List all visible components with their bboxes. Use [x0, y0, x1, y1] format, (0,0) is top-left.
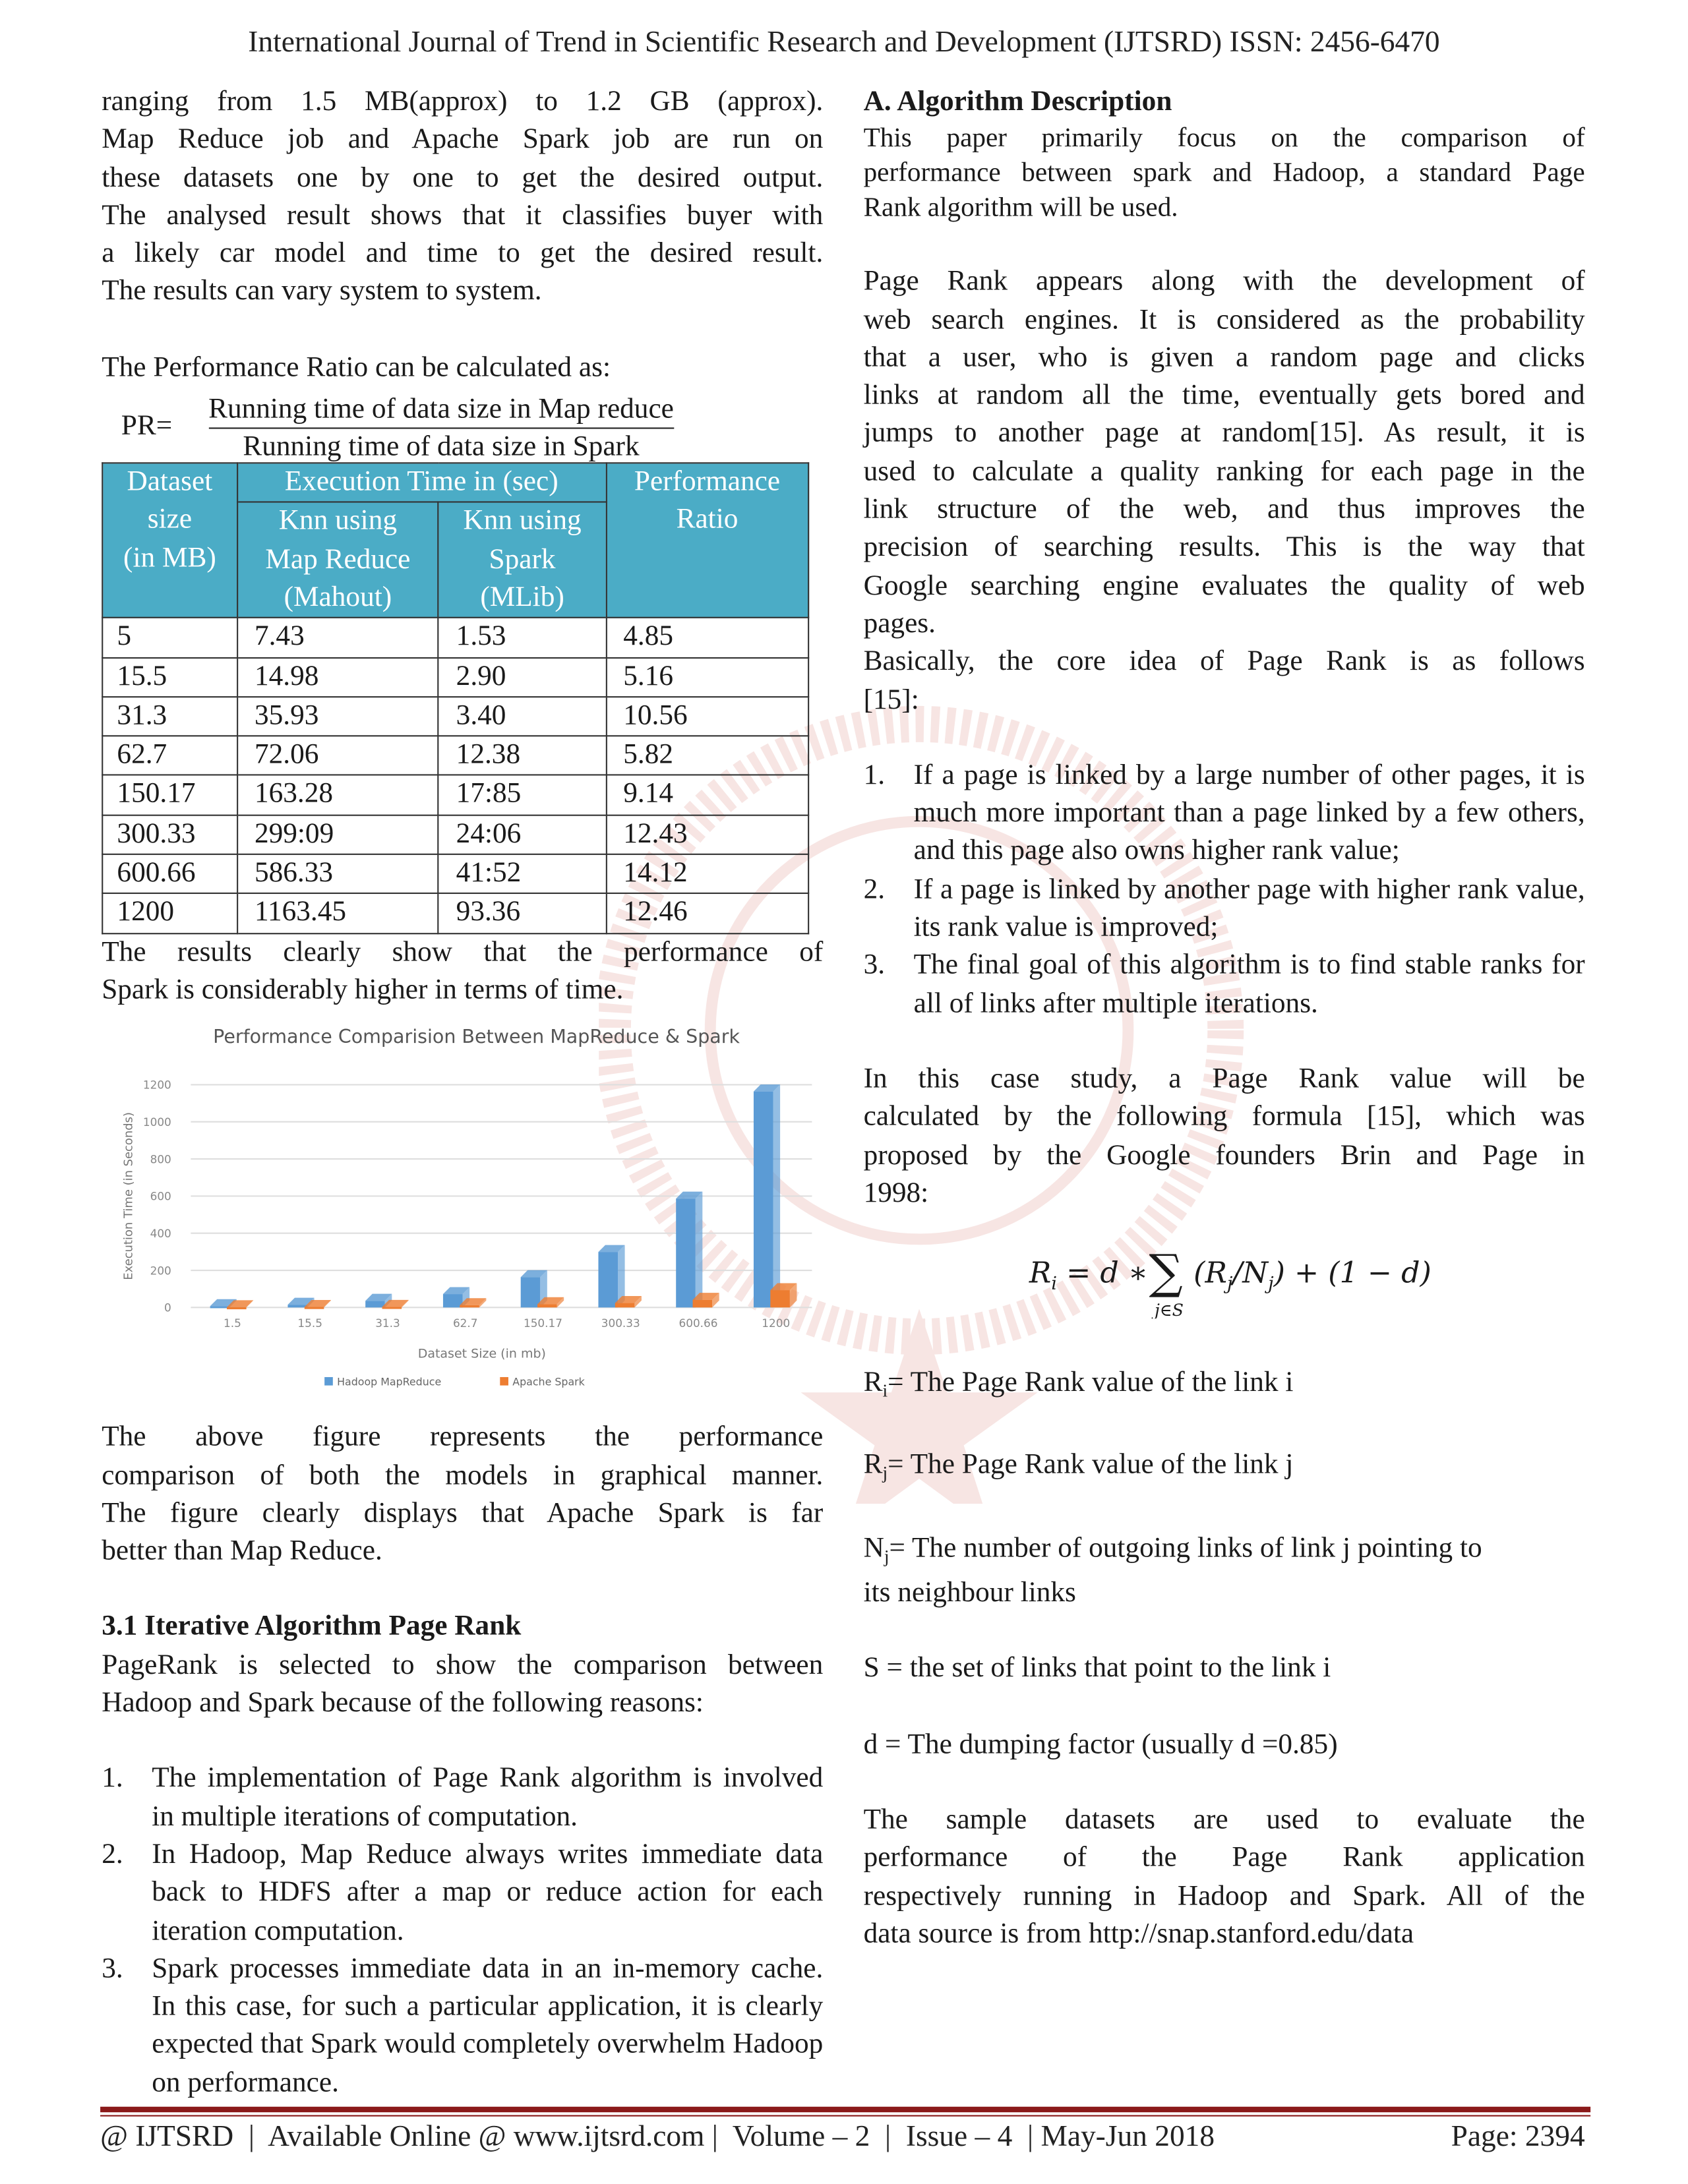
bar-spark	[382, 1307, 402, 1309]
text-line: 1998:	[863, 1177, 929, 1209]
text-line: The figure clearly displays that Apache Spark is far	[102, 1498, 824, 1529]
list-item: 1. The implementation of Page Rank algorithm is involved in multiple iterations of computation.	[102, 1763, 824, 1832]
x-tick-label: 15.5	[297, 1316, 323, 1330]
definition-nj: $N_j=$ The number of outgoing links of link j pointing to	[863, 1532, 1482, 1566]
text-line: This paper primarily focus on the comparison of	[863, 124, 1585, 154]
pr-denominator: Running time of data size in Spark	[243, 430, 640, 462]
header-execution-time: Execution Time in (sec)	[237, 463, 606, 502]
table-row: 1200 1163.45 93.36 12.46	[102, 894, 808, 933]
pagerank-equation	[864, 1235, 1585, 1319]
text-line: these datasets one by one to get the desired output.	[102, 162, 824, 193]
bar-side	[696, 1192, 703, 1308]
definition-rj: $R_j=$ The Page Rank value of the link j	[863, 1450, 1294, 1484]
legend-label: Apache Spark	[512, 1376, 585, 1389]
svg-text:(Rj/Nj) + (1 − d): $(R_j/N_j) + (1 - d)$	[1193, 1256, 1432, 1295]
result-line: The results clearly show that the performance of	[102, 936, 824, 968]
table-row: 15.5 14.98 2.90 5.16	[102, 657, 808, 697]
x-tick-label: 150.17	[523, 1316, 563, 1330]
x-axis-label: Dataset Size (in mb)	[417, 1346, 546, 1361]
bar-spark	[227, 1307, 247, 1309]
y-axis-label: Execution Time (in Seconds)	[121, 1112, 136, 1281]
header-knn-spark: Knn using Spark (MLib)	[438, 502, 606, 618]
bar-mapreduce	[598, 1253, 618, 1308]
chart-svg	[102, 1018, 823, 1419]
x-tick-label: 1200	[762, 1316, 791, 1330]
page-number: Page: 2394	[1451, 2119, 1585, 2153]
ratio-intro: The Performance Ratio can be calculated as:	[102, 351, 611, 383]
legend-swatch	[500, 1377, 508, 1386]
left-column	[102, 84, 823, 2103]
footer-rule-thin	[100, 2115, 1590, 2116]
table-row: 62.7 72.06 12.38 5.82	[102, 736, 808, 776]
y-tick-label: 600	[150, 1190, 171, 1204]
intro-paragraph	[102, 84, 823, 312]
footer-rule	[100, 2107, 1590, 2112]
text-line: The results can vary system to system.	[102, 276, 542, 307]
definition-ri: $R_i=$ The Page Rank value of the link i	[863, 1367, 1294, 1402]
table-row: 300.33 299:09 24:06 12.43	[102, 815, 808, 854]
list-item: 2. If a page is linked by another page with higher rank value, its rank value is improved;	[863, 873, 1585, 943]
y-tick-label: 400	[150, 1227, 171, 1241]
text-line: PageRank is selected to show the comparison between	[102, 1649, 824, 1680]
algorithm-heading: A. Algorithm Description	[863, 86, 1172, 117]
text-line: performance of the Page Rank application	[863, 1842, 1585, 1874]
y-tick-label: 0	[164, 1301, 171, 1315]
bar-mapreduce	[443, 1295, 463, 1308]
text-line: Page Rank appears along with the development of	[863, 266, 1585, 297]
legend-swatch	[324, 1377, 333, 1386]
performance-ratio-formula	[121, 390, 824, 465]
header-knn-mapreduce: Knn using Map Reduce (Mahout)	[237, 502, 439, 618]
text-line: used to calculate a quality ranking for each page in the	[863, 456, 1585, 487]
bar-spark	[693, 1300, 713, 1308]
svg-text:j∈S: j∈S	[1155, 1300, 1184, 1319]
y-tick-label: 800	[150, 1152, 171, 1166]
x-tick-label: 1.5	[224, 1316, 241, 1330]
list-item: 1. If a page is linked by a large number of other pages, it is much more important than a page linked by a few others, and this page also owns higher rank value;	[863, 759, 1585, 867]
legend-label: Hadoop MapReduce	[337, 1376, 442, 1389]
text-line: data source is from http://snap.stanford.edu/data	[863, 1918, 1414, 1949]
bar-spark	[460, 1305, 479, 1307]
text-line: Google searching engine evaluates the quality of web	[863, 570, 1585, 601]
text-line: calculated by the following formula [15], which was	[863, 1102, 1585, 1133]
right-column	[864, 84, 1585, 1954]
text-line: pages.	[863, 608, 936, 639]
table-row: 31.3 35.93 3.40 10.56	[102, 697, 808, 736]
text-line: jumps to another page at random[15]. As result, it is	[863, 418, 1585, 450]
bar-spark	[615, 1303, 635, 1308]
x-tick-label: 31.3	[375, 1316, 400, 1330]
text-line: better than Map Reduce.	[102, 1536, 382, 1567]
bar-mapreduce	[754, 1092, 773, 1308]
svg-text:Ri = d ∗: $R_i = d$ ∗	[1029, 1256, 1149, 1295]
text-line: links at random all the time, eventually gets bored and	[863, 380, 1585, 411]
text-line: that a user, who is given a random page and clicks	[863, 342, 1585, 373]
performance-table	[102, 462, 809, 933]
text-line: In this case study, a Page Rank value will be	[863, 1063, 1585, 1095]
y-tick-label: 200	[150, 1264, 171, 1278]
definition-d: d = The dumping factor (usually d =0.85)	[863, 1728, 1338, 1759]
figure-paragraph	[102, 1419, 823, 1572]
list-item: 2. In Hadoop, Map Reduce always writes immediate data back to HDFS after a map or reduce action for each iteration computation.	[102, 1839, 824, 1946]
svg-text:∑: ∑	[1149, 1244, 1183, 1300]
footer-info: @ IJTSRD | Available Online @ www.ijtsrd.com | Volume – 2 | Issue – 4 | May-Jun 2018	[100, 2119, 1215, 2153]
text-line: proposed by the Google founders Brin and Page in	[863, 1139, 1585, 1171]
table-row: 5 7.43 1.53 4.85	[102, 618, 808, 657]
text-line: respectively running in Hadoop and Spark. All of the	[863, 1880, 1585, 1911]
reasons-list	[102, 1760, 823, 2102]
text-line: Basically, the core idea of Page Rank is as follows	[863, 646, 1585, 678]
text-line: performance between spark and Hadoop, a standard Page	[863, 159, 1585, 189]
y-tick-label: 1000	[142, 1115, 171, 1129]
definition-s: S = the set of links that point to the link i	[863, 1653, 1331, 1684]
text-line: a likely car model and time to get the desired result.	[102, 238, 824, 270]
equation-svg	[1015, 1235, 1433, 1319]
page-footer	[100, 2119, 1585, 2154]
text-line: The analysed result shows that it classifies buyer with	[102, 200, 824, 231]
text-line: Map Reduce job and Apache Spark job are run on	[102, 124, 824, 156]
table-row: 150.17 163.28 17:85 9.14	[102, 775, 808, 815]
bar-side	[773, 1085, 781, 1308]
bar-mapreduce	[365, 1301, 385, 1308]
list-item: 3. The final goal of this algorithm is to find stable ranks for all of links after multiple iterations.	[863, 950, 1585, 1019]
pr-label: PR=	[121, 411, 173, 442]
text-line: The sample datasets are used to evaluate the	[863, 1804, 1585, 1835]
text-line: Hadoop and Spark because of the following reasons:	[102, 1688, 704, 1719]
header-performance-ratio: Performance Ratio	[606, 463, 808, 618]
header-dataset-size: Dataset size (in MB)	[102, 463, 237, 618]
x-tick-label: 300.33	[601, 1316, 640, 1330]
pr-numerator: Running time of data size in Map reduce	[208, 391, 674, 428]
bar-spark	[537, 1305, 557, 1308]
bar-mapreduce	[287, 1305, 307, 1308]
x-tick-label: 62.7	[452, 1316, 478, 1330]
bar-mapreduce	[210, 1307, 230, 1309]
text-line: [15]:	[863, 684, 919, 715]
text-line: its neighbour links	[863, 1578, 1076, 1608]
text-line: web search engines. It is considered as the probability	[863, 304, 1585, 336]
x-tick-label: 600.66	[678, 1316, 718, 1330]
text-line: precision of searching results. This is the way that	[863, 532, 1585, 564]
bar-mapreduce	[676, 1199, 696, 1308]
text-line: The above figure represents the performance	[102, 1422, 824, 1453]
table-row: 600.66 586.33 41:52 14.12	[102, 854, 808, 894]
bar-spark	[305, 1307, 324, 1309]
bar-mapreduce	[521, 1278, 541, 1308]
bar-spark	[770, 1291, 790, 1308]
performance-chart	[102, 1018, 823, 1419]
text-line: ranging from 1.5 MB(approx) to 1.2 GB (approx).	[102, 86, 824, 117]
pr-fraction	[208, 391, 674, 465]
y-tick-label: 1200	[142, 1078, 171, 1092]
text-line: comparison of both the models in graphical manner.	[102, 1460, 824, 1491]
pagerank-paragraph	[864, 264, 1585, 644]
result-line: Spark is considerably higher in terms of time.	[102, 974, 624, 1005]
text-line: link structure of the web, and thus improves the	[863, 494, 1585, 525]
chart-title: Performance Comparision Between MapReduce & Spark	[213, 1026, 740, 1048]
text-line: Rank algorithm will be used.	[863, 194, 1178, 223]
list-item: 3. Spark processes immediate data in an in-memory cache. In this case, for such a particular application, it is clearly expected that Spark would completely overwhelm Hadoop on performance.	[102, 1953, 824, 2098]
core-ideas-list	[864, 757, 1585, 1024]
section-title: 3.1 Iterative Algorithm Page Rank	[102, 1611, 522, 1643]
journal-header: International Journal of Trend in Scientific Research and Development (IJTSRD) ISSN: 2456-6470	[248, 25, 1440, 59]
